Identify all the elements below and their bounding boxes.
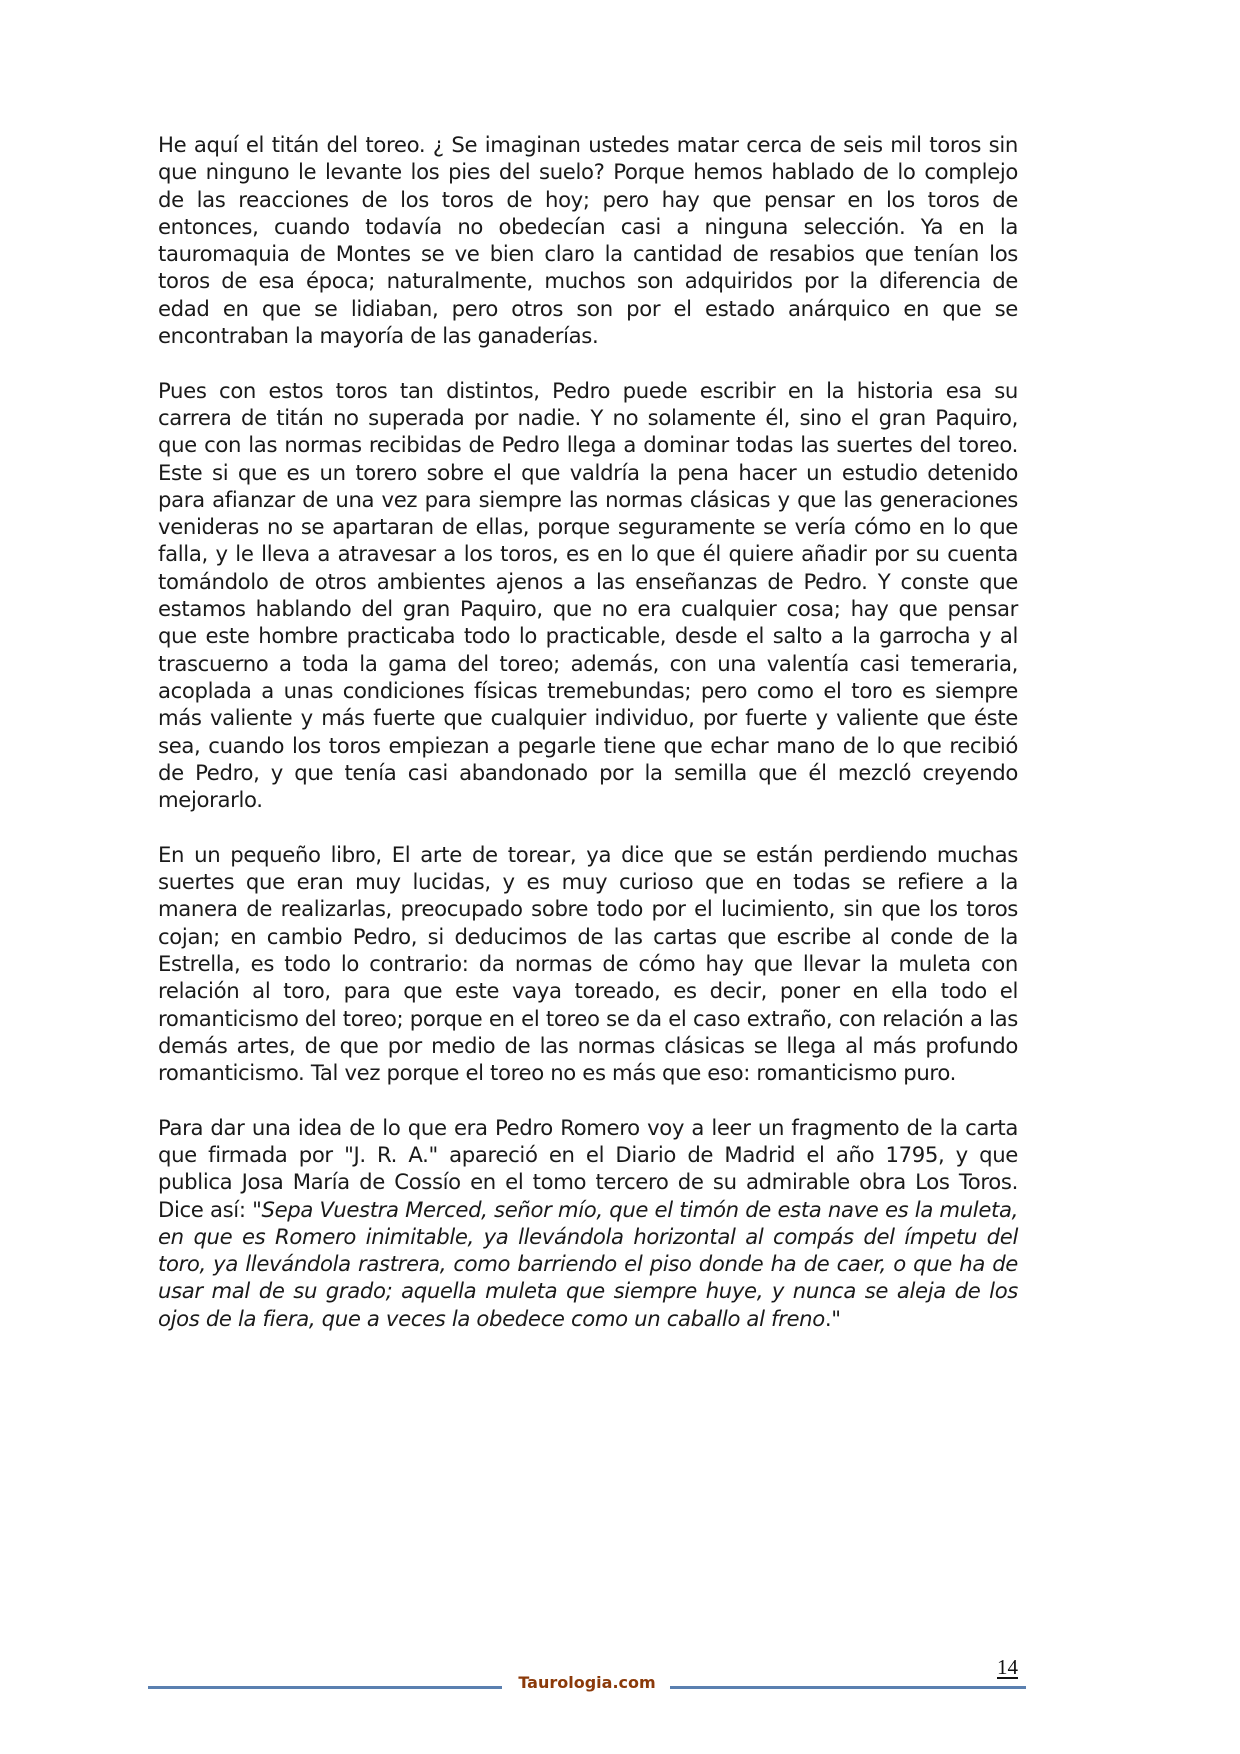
footer-divider-right (670, 1686, 1026, 1689)
paragraph-1: He aquí el titán del toreo. ¿ Se imaginan ustedes matar cerca de seis mil toros sin que ninguno le levante los pies del suelo? Porque hemos hablado de lo complejo de las reacciones de los toros de hoy; pero hay que pensar en los toros de entonces, cuando todavía no obedecían casi a ninguna selección. Ya en la tauromaquia de Montes se ve bien claro la cantidad de resabios que tenían los toros de esa época; naturalmente, muchos son adquiridos por la diferencia de edad en que se lidiaban, pero otros son por el estado anárquico en que se encontraban la mayoría de las ganaderías. (158, 132, 1018, 349)
paragraph-2: Pues con estos toros tan distintos, Pedro puede escribir en la historia esa su carrera de titán no superada por nadie. Y no solamente él, sino el gran Paquiro, que con las normas recibidas de Pedro llega a dominar todas las suertes del toreo. Este si que es un torero sobre el que valdría la pena hacer un estudio detenido para afianzar de una vez para siempre las normas clásicas y que las generaciones venideras no se apartaran de ellas, porque seguramente se vería cómo en lo que falla, y le lleva a atravesar a los toros, es en lo que él quiere añadir por su cuenta tomándolo de otros ambientes ajenos a las enseñanzas de Pedro. Y conste que estamos hablando del gran Paquiro, que no era cualquier cosa; hay que pensar que este hombre practicaba todo lo practicable, desde el salto a la garrocha y al trascuerno a toda la gama del toreo; además, con una valentía casi temeraria, acoplada a unas condiciones físicas tremebundas; pero como el toro es siempre más valiente y más fuerte que cualquier individuo, por fuerte y valiente que éste sea, cuando los toros empiezan a pegarle tiene que echar mano de lo que recibió de Pedro, y que tenía casi abandonado por la semilla que él mezcló creyendo mejorarlo. (158, 377, 1018, 813)
paragraph-4-intro: Para dar una idea de lo que era Pedro Romero voy a leer un fragmento de la carta que firmada por "J. R. A." apareció en el Diario de Madrid el año 1795, y que publica Josa María de Cossío en el tomo tercero de su admirable obra Los Toros. Dice así: " (158, 1114, 1018, 1222)
paragraph-3: En un pequeño libro, El arte de torear, ya dice que se están perdiendo muchas suertes que eran muy lucidas, y es muy curioso que en todas se refiere a la manera de realizarlas, preocupado sobre todo por el lucimiento, sin que los toros cojan; en cambio Pedro, si deducimos de las cartas que escribe al conde de la Estrella, es todo lo contrario: da normas de cómo hay que llevar la muleta con relación al toro, para que este vaya toreado, es decir, poner en ella todo el romanticismo del toreo; porque en el toreo se da el caso extraño, con relación a las demás artes, de que por medio de las normas clásicas se llega al más profundo romanticismo. Tal vez porque el toreo no es más que eso: romanticismo puro. (158, 841, 1018, 1086)
paragraph-4 (158, 1114, 1018, 1332)
footer-brand: Taurologia.com (518, 1673, 656, 1692)
body-text (158, 131, 1018, 1359)
quoted-letter: Sepa Vuestra Merced, señor mío, que el timón de esta nave es la muleta, en que es Romero inimitable, ya llevándola horizontal al compás del ímpetu del toro, ya llevándola rastrera, como barriendo el piso donde ha de caer, o que ha de usar mal de su grado; aquella muleta que siempre huye, y nunca se aleja de los ojos de la fiera, que a veces la obedece como un caballo al freno (158, 1196, 1018, 1331)
paragraph-4-close: ." (824, 1305, 841, 1331)
page-number: 14 (997, 1655, 1018, 1679)
footer-divider-left (148, 1686, 502, 1689)
